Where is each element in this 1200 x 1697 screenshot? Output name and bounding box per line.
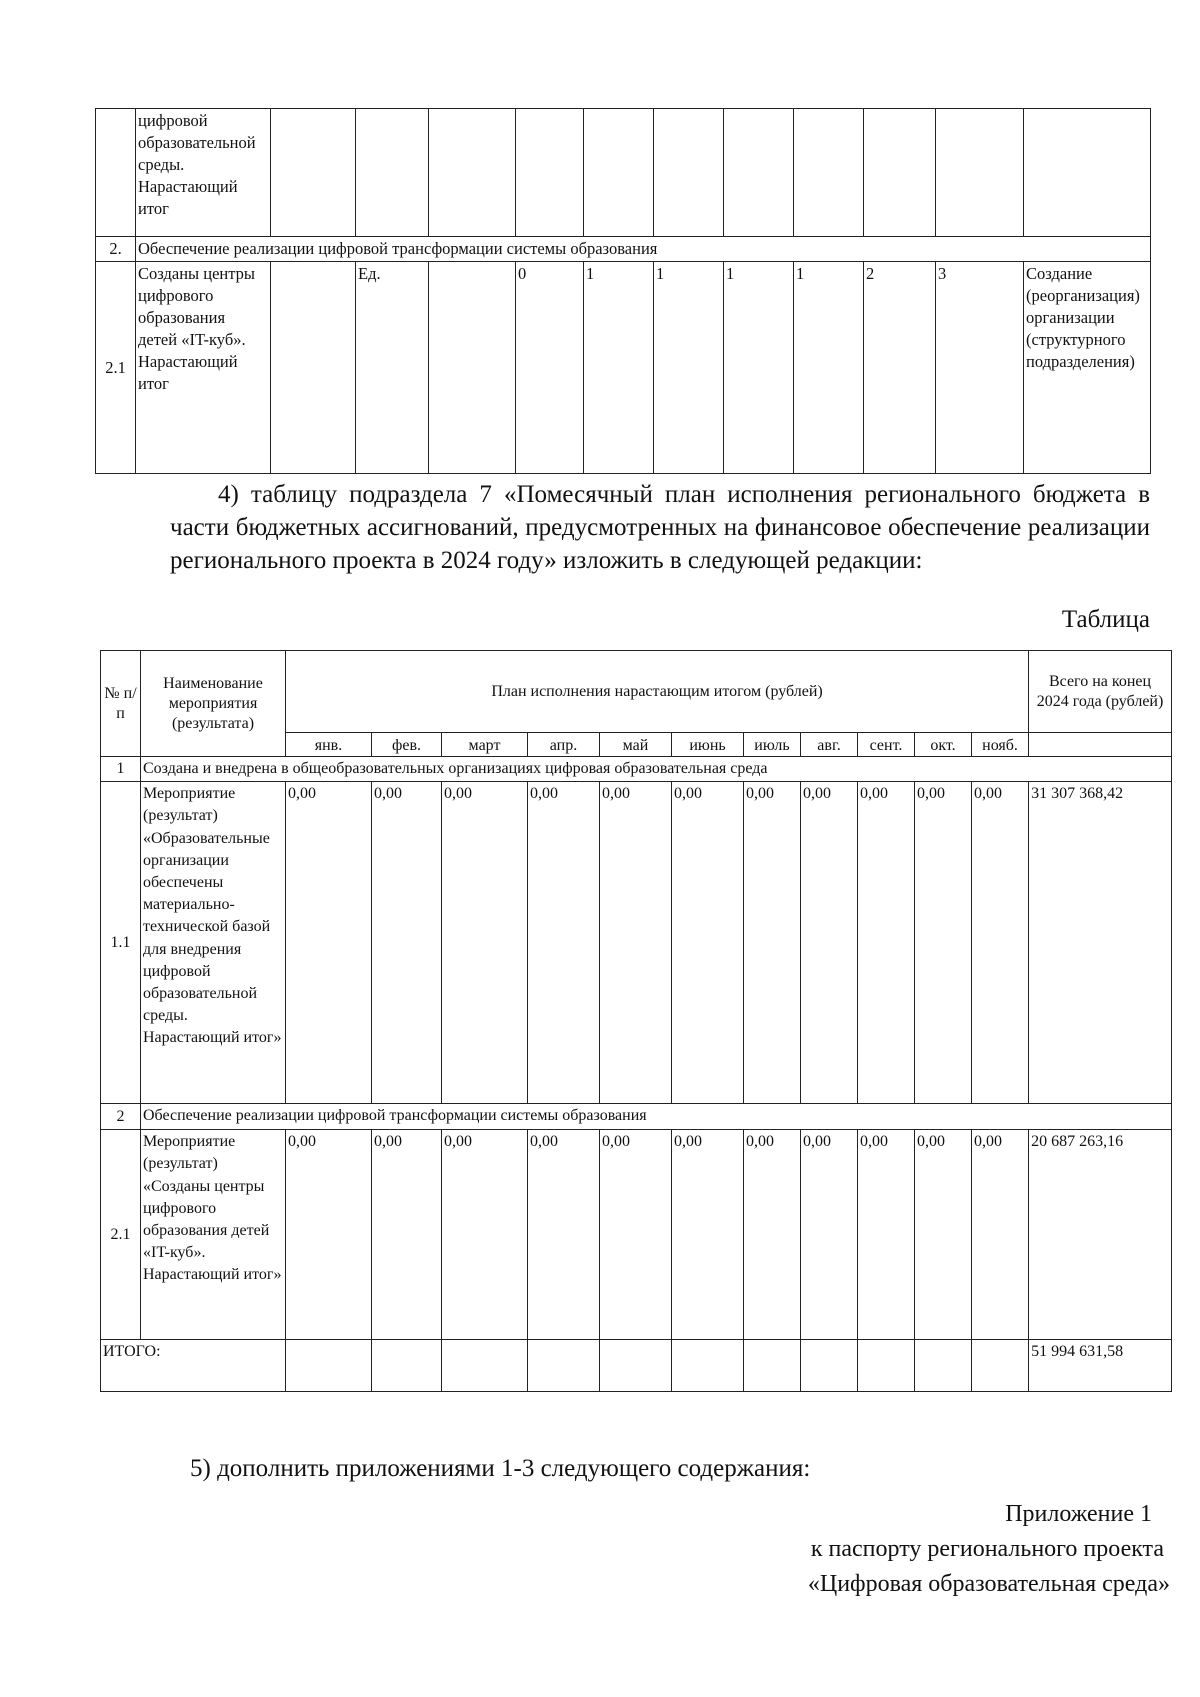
month-value: 0,00 — [801, 1130, 858, 1340]
month-value: 0,00 — [672, 1130, 744, 1340]
appendix-title: Приложение 1 — [1005, 1501, 1152, 1527]
unit-cell: Ед. — [356, 262, 429, 474]
header-total: Всего на конец 2024 года (рублей) — [1029, 651, 1172, 733]
row-number: 2.1 — [96, 262, 136, 474]
value-cell: 2 — [864, 262, 936, 474]
table-label: Таблица — [1061, 606, 1150, 633]
value-cell: 3 — [936, 262, 1024, 474]
value-cell: 1 — [724, 262, 794, 474]
month-value: 0,00 — [744, 782, 801, 1104]
month-header: июль — [744, 733, 801, 757]
section-number: 1 — [101, 757, 141, 782]
total-label: ИТОГО: — [101, 1340, 286, 1392]
value-cell: 0 — [516, 262, 584, 474]
activity-name: Мероприятие (результат) «Образовательные организации обеспечены материально-технической базой для внедрения цифровой образовательной среды. Нарастающий итог» — [141, 782, 286, 1104]
section-title: Обеспечение реализации цифровой трансформации системы образования — [141, 1104, 1172, 1130]
indicators-table — [95, 108, 1151, 474]
note-cell: Создание (реорганизация) организации (структурного подразделения) — [1024, 262, 1151, 474]
month-value: 0,00 — [600, 1130, 672, 1340]
month-header: окт. — [915, 733, 972, 757]
month-header: июнь — [672, 733, 744, 757]
month-value: 0,00 — [801, 782, 858, 1104]
month-header: авг. — [801, 733, 858, 757]
header-number: № п/п — [101, 651, 141, 757]
month-header: янв. — [286, 733, 372, 757]
header-row — [101, 651, 1172, 733]
month-header: март — [442, 733, 528, 757]
header-name: Наименование мероприятия (результата) — [141, 651, 286, 757]
month-value: 0,00 — [528, 1130, 600, 1340]
month-value: 0,00 — [672, 782, 744, 1104]
month-value: 0,00 — [915, 1130, 972, 1340]
month-value: 0,00 — [442, 782, 528, 1104]
value-cell: 1 — [584, 262, 654, 474]
section-row — [101, 757, 1172, 782]
month-value: 0,00 — [744, 1130, 801, 1340]
month-header: сент. — [858, 733, 915, 757]
appendix-subtitle: к паспорту регионального проекта — [810, 1536, 1164, 1562]
activity-name: Мероприятие (результат) «Созданы центры цифрового образования детей «IT-куб». Нарастающий итог» — [141, 1130, 286, 1340]
month-value: 0,00 — [528, 782, 600, 1104]
month-value: 0,00 — [972, 782, 1029, 1104]
section-row — [101, 1104, 1172, 1130]
paragraph-4: 4) таблицу подраздела 7 «Помесячный план исполнения регионального бюджета в части бюджетных ассигнований, предусмотренных на финансовое обеспечение реализации регионального проекта в 2024 году» изложить в следующей редакции: — [170, 481, 1150, 574]
month-value: 0,00 — [286, 782, 372, 1104]
row-number: 1.1 — [101, 782, 141, 1104]
month-header: нояб. — [972, 733, 1029, 757]
section-number: 2 — [101, 1104, 141, 1130]
month-value: 0,00 — [972, 1130, 1029, 1340]
month-header: апр. — [528, 733, 600, 757]
month-header: май — [600, 733, 672, 757]
indicator-name: цифровой образовательной среды. Нарастающий итог — [136, 109, 271, 237]
grand-total: 51 994 631,58 — [1029, 1340, 1172, 1392]
header-plan: План исполнения нарастающим итогом (рублей) — [286, 651, 1029, 733]
month-value: 0,00 — [442, 1130, 528, 1340]
month-value: 0,00 — [858, 1130, 915, 1340]
month-value: 0,00 — [372, 782, 442, 1104]
month-value: 0,00 — [372, 1130, 442, 1340]
value-cell: 1 — [794, 262, 864, 474]
table-row — [101, 782, 1172, 1104]
month-header: фев. — [372, 733, 442, 757]
indicator-name: Созданы центры цифрового образования детей «IT-куб». Нарастающий итог — [136, 262, 271, 474]
section-title: Создана и внедрена в общеобразовательных организациях цифровая образовательная среда — [141, 757, 1172, 782]
month-value: 0,00 — [286, 1130, 372, 1340]
table-row — [101, 1130, 1172, 1340]
row-number: 2.1 — [101, 1130, 141, 1340]
month-value: 0,00 — [600, 782, 672, 1104]
paragraph-5: 5) дополнить приложениями 1-3 следующего содержания: — [190, 1455, 811, 1482]
total-row — [101, 1340, 1172, 1392]
appendix-project: «Цифровая образовательная среда» — [807, 1571, 1170, 1597]
section-number: 2. — [96, 237, 136, 262]
value-cell: 1 — [654, 262, 724, 474]
table-row — [96, 262, 1151, 474]
section-title: Обеспечение реализации цифровой трансформации системы образования — [136, 237, 1151, 262]
section-row — [96, 237, 1151, 262]
monthly-plan-table — [100, 650, 1172, 1392]
table-row — [96, 109, 1151, 237]
month-value: 0,00 — [915, 782, 972, 1104]
year-total: 20 687 263,16 — [1029, 1130, 1172, 1340]
month-value: 0,00 — [858, 782, 915, 1104]
year-total: 31 307 368,42 — [1029, 782, 1172, 1104]
